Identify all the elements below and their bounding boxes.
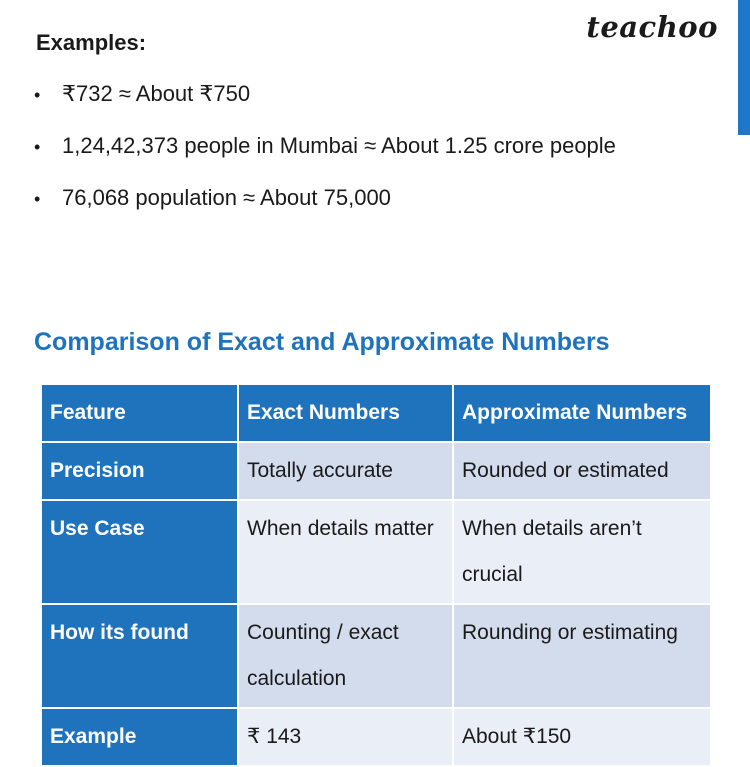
comparison-table [40,383,712,767]
row-approximate: Rounded or estimated [453,442,711,500]
example-text: ₹732 ≈ About ₹750 [62,81,251,106]
bullet-icon: • [34,137,41,157]
example-text: 76,068 population ≈ About 75,000 [62,185,391,210]
row-feature: How its found [41,604,238,708]
row-exact: When details matter [238,500,453,604]
row-exact: Counting / exact calculation [238,604,453,708]
table-row [41,604,711,708]
table-row [41,500,711,604]
comparison-title: Comparison of Exact and Approximate Numbers [34,328,610,356]
list-item [34,128,616,180]
example-text: 1,24,42,373 people in Mumbai ≈ About 1.25 crore people [62,133,616,158]
row-approximate: About ₹150 [453,708,711,766]
examples-list [34,76,616,232]
row-approximate: Rounding or estimating [453,604,711,708]
accent-side-bar [738,0,750,135]
teachoo-logo: teachoo [586,10,718,44]
table-header-row [41,384,711,442]
examples-heading: Examples: [36,30,147,55]
row-feature: Example [41,708,238,766]
table-row [41,442,711,500]
row-feature: Use Case [41,500,238,604]
header-feature: Feature [41,384,238,442]
bullet-icon: • [34,85,41,105]
row-exact: ₹ 143 [238,708,453,766]
list-item [34,180,616,232]
list-item [34,76,616,128]
header-approximate: Approximate Numbers [453,384,711,442]
row-exact: Totally accurate [238,442,453,500]
row-approximate: When details aren’t crucial [453,500,711,604]
table-row [41,708,711,766]
bullet-icon: • [34,189,41,209]
row-feature: Precision [41,442,238,500]
header-exact: Exact Numbers [238,384,453,442]
